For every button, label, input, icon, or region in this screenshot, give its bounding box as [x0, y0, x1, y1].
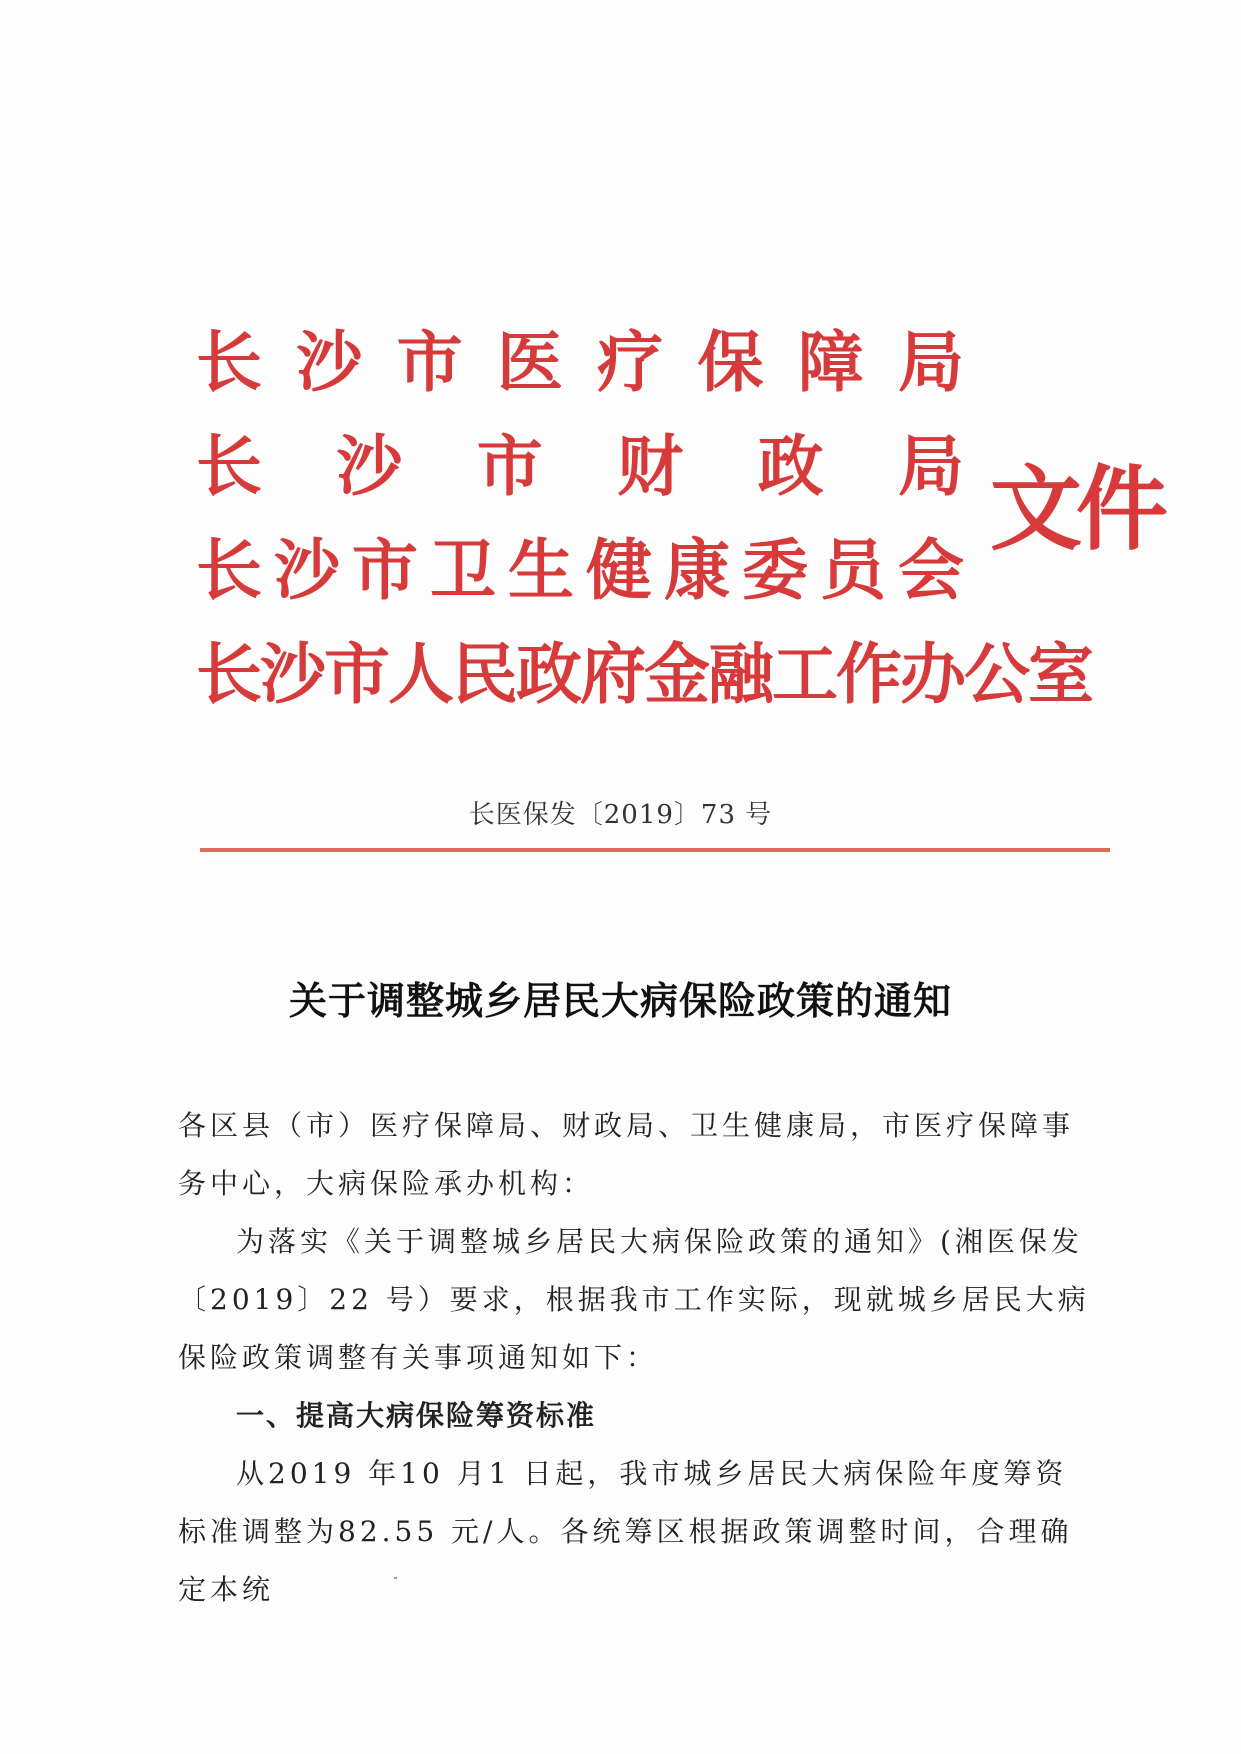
scan-artifact [394, 1577, 397, 1579]
issuer-char: 医 [496, 324, 563, 401]
addressee: 各区县（市）医疗保障局、财政局、卫生健康局，市医疗保障事务中心，大病保险承办机构： [178, 1109, 1075, 1200]
issuer-char: 会 [898, 532, 964, 609]
document-number: 长医保发〔2019〕73 号 [468, 800, 773, 830]
issuer-line-4: 长沙市人民政府金融工作办公室 [196, 636, 1092, 713]
issuer-char: 长 [196, 324, 262, 401]
issuer-line-1 [196, 318, 964, 422]
issuer-char: 市 [352, 532, 418, 609]
issuer-char: 员 [820, 532, 886, 609]
issuer-line-2 [196, 422, 964, 526]
intro-paragraph: 为落实《关于调整城乡居民大病保险政策的通知》(湘医保发〔2019〕22 号）要求，根据我市工作实际，现就城乡居民大病保险政策调整有关事项通知如下： [178, 1225, 1090, 1374]
issuer-char: 市 [396, 324, 463, 401]
document-word: 文件 [990, 456, 1163, 563]
issuer-char: 卫 [430, 532, 496, 609]
section-1-heading: 一、提高大病保险筹资标准 [236, 1399, 597, 1432]
issuer-char: 疗 [597, 324, 664, 401]
red-divider [200, 848, 1110, 852]
issuer-char: 局 [897, 324, 964, 401]
issuer-char: 市 [476, 428, 543, 505]
document-body [178, 1097, 1098, 1619]
issuer-char: 委 [742, 532, 808, 609]
issuer-char: 健 [586, 532, 652, 609]
issuer-char: 长 [196, 428, 262, 505]
issuer-char: 局 [897, 428, 964, 505]
issuer-char: 沙 [274, 532, 340, 609]
issuer-char: 沙 [296, 324, 363, 401]
issuer-char: 财 [617, 428, 684, 505]
issuer-line-3 [196, 526, 964, 630]
issuer-char: 沙 [336, 428, 403, 505]
document-title: 关于调整城乡居民大病保险政策的通知 [288, 978, 952, 1023]
issuer-char: 康 [664, 532, 730, 609]
section-1-paragraph: 从2019 年10 月1 日起，我市城乡居民大病保险年度筹资标准调整为82.55 元/人。各统筹区根据政策调整时间，合理确定本统 [178, 1457, 1073, 1606]
issuer-char: 长 [196, 532, 262, 609]
issuer-char: 保 [697, 324, 764, 401]
issuer-char: 生 [508, 532, 574, 609]
issuer-char: 障 [797, 324, 864, 401]
issuer-char: 政 [757, 428, 824, 505]
